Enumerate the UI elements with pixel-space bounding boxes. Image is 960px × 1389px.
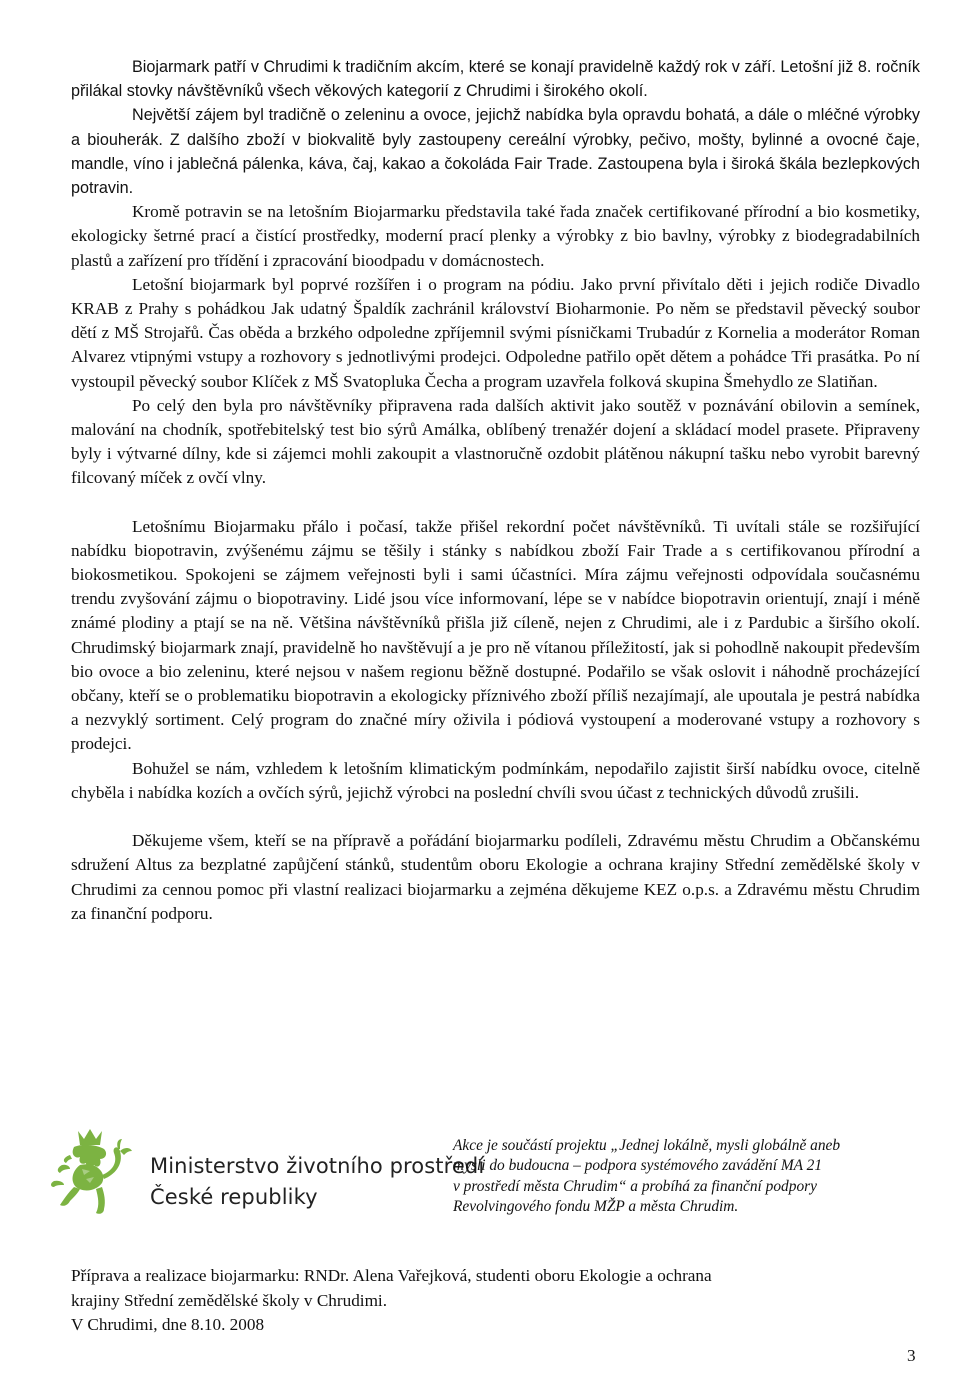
paragraph-gap bbox=[71, 491, 920, 515]
czech-lion-icon bbox=[40, 1125, 144, 1225]
project-note-line3: v prostředí města Chrudim“ a probíhá za finanční podpory bbox=[453, 1177, 817, 1195]
paragraph-goods-text: Z dalšího zboží v biokvalitě byly zastoupeny cereální výrobky, pečivo, mošty, bylinné a ovocné čaje, mandle, víno i jablečná pálenka, káva, čaj, kakao a čokoláda Fair Trade. Zastoupena byla i široká škála bezlepkových potravin. bbox=[71, 130, 920, 198]
paragraph-gap-2 bbox=[71, 805, 920, 829]
ministry-name-line1: Ministerstvo životního prostředí bbox=[150, 1154, 485, 1178]
preparation-credits bbox=[71, 1264, 931, 1338]
ministry-logo bbox=[40, 1125, 485, 1225]
paragraph-intro bbox=[71, 55, 920, 103]
article-body bbox=[71, 55, 920, 926]
date-line: V Chrudimi, dne 8.10. 2008 bbox=[71, 1315, 265, 1334]
credits-line1: Příprava a realizace biojarmarku: RNDr. Alena Vařejková, studenti oboru Ekologie a ochrana bbox=[71, 1266, 712, 1285]
paragraph-interest-text: Největší zájem byl tradičně o zeleninu a ovoce, jejichž nabídka byla opravdu bohatá, a dále o mléčné výrobky a biouherák. bbox=[71, 106, 920, 149]
project-note-line1: Akce je součástí projektu „Jednej lokálně, mysli globálně aneb bbox=[453, 1137, 841, 1154]
paragraph-activities: Po celý den byla pro návštěvníky připravena rada dalších aktivit jako soutěž v poznávání obilovin a semínek, malování na chodník, spotřebitelský test bio sýrů Amálka, oblíbený trenažér dojení a skládací model prasete. Připraveny byly i výtvarné dílny, kde si zájemci mohli zakoupit a vlastnoručně ozdobit plátěnou nákupní tašku nebo vyrobit barevný filcovaný míček z ovčí vlny. bbox=[71, 395, 920, 488]
project-note-line2: mysli do budoucna – podpora systémového zavádění MA 21 bbox=[453, 1157, 823, 1175]
paragraph-interest bbox=[71, 103, 920, 200]
paragraph-cosmetics: Kromě potravin se na letošním Biojarmarku představila také řada značek certifikované přírodní a bio kosmetiky, ekologicky šetrné prací a čistící prostředky, moderní prací plenky a výrobky z bio bavlny, výrobky z biodegradabilních plastů a zařízení pro třídění i zpracování bioodpadu v domácnostech. bbox=[71, 202, 920, 270]
paragraph-intro-text: Biojarmark patří v Chrudimi k tradičním akcím, které se konají pravidelně každý rok v září. Letošní již 8. ročník přilákal stovky návštěvníků všech věkových kategorií z Chrudimi i širokého okolí. bbox=[71, 58, 920, 101]
page-number: 3 bbox=[907, 1346, 916, 1365]
project-note bbox=[453, 1136, 923, 1217]
paragraph-weather: Letošnímu Biojarmaku přálo i počasí, takže přišel rekordní počet návštěvníků. Ti uvítali stále se rozšiřující nabídku biopotravin, zvýšenému zájmu se těšily i stánky s nabídkou zboží Fair Trade a s certifikovanou přírodní a biokosmetikou. Spokojeni se zájmem veřejnosti byli i sami účastníci. Míra zájmu veřejnosti odpovídala současnému trendu zvyšování zájmu o biopotraviny. Lidé jsou více informovaní, lépe se v nabídce biopotravin orientují, znají i méně známé plodiny a ptají se na ně. Většina návštěvníků přišla již cíleně, nejen z Chrudimi, ale i z Pardubic a širšího okolí. Chrudimský biojarmark znají, pravidelně ho navštěvují a je pro ně vítanou příležitostí, jak si pohodlně nakoupit především bio ovoce a bio zeleninu, které nejsou v našem regionu běžně dostupné. Podařilo se však oslovit i náhodně procházející občany, kteří se o problematiku biopotravin a ekologicky příznivého zboží příliš nezajímají, ale upoutala je pestrá nabídka a nezvyklý sortiment. Celý program do značné míry oživila i pódiová vystoupení a moderované vstupy a rozhovory s prodejci. bbox=[71, 516, 920, 754]
paragraph-thanks: Děkujeme všem, kteří se na přípravě a pořádání biojarmarku podíleli, Zdravému městu Chrudim a Občanskému sdružení Altus za bezplatné zapůjčení stánků, studentům oboru Ekologie a ochrana krajiny Střední zemědělské školy v Chrudimi za cennou pomoc při vlastní realizaci biojarmarku a zejména děkujeme KEZ o.p.s. a Zdravému městu Chrudim za finanční podporu. bbox=[71, 831, 920, 923]
ministry-name bbox=[150, 1151, 484, 1213]
paragraph-program: Letošní biojarmark byl poprvé rozšířen i o program na pódiu. Jako první přivítalo děti i jejich rodiče Divadlo KRAB z Prahy s pohádkou Jak udatný Špaldík zachránil království Bioharmonie. Po něm se představil pěvecký soubor dětí z MŠ Strojařů. Čas oběda a brzkého odpoledne zpříjemnil svými písničkami Trubadúr z Kornelia a moderátor Roman Alvarez vtipnými vstupy a rozhovory s jednotlivými prodejci. Odpoledne patřilo opět dětem a pohádce Tři prasátka. Po ní vystoupil pěvecký soubor Klíček z MŠ Svatopluka Čecha a program uzavřela folková skupina Šmehydlo ze Slatiňan. bbox=[71, 274, 920, 391]
project-note-line4: Revolvingového fondu MŽP a města Chrudim. bbox=[453, 1197, 739, 1215]
ministry-name-line2: České republiky bbox=[150, 1185, 318, 1209]
paragraph-unfortunately: Bohužel se nám, vzhledem k letošním klimatickým podmínkám, nepodařilo zajistit širší nabídku ovoce, citelně chyběla i nabídka kozích a ovčích sýrů, jejichž výrobci na poslední chvíli svou účast z technických důvodů zrušili. bbox=[71, 758, 920, 802]
credits-line2: krajiny Střední zemědělské školy v Chrudimi. bbox=[71, 1290, 388, 1310]
